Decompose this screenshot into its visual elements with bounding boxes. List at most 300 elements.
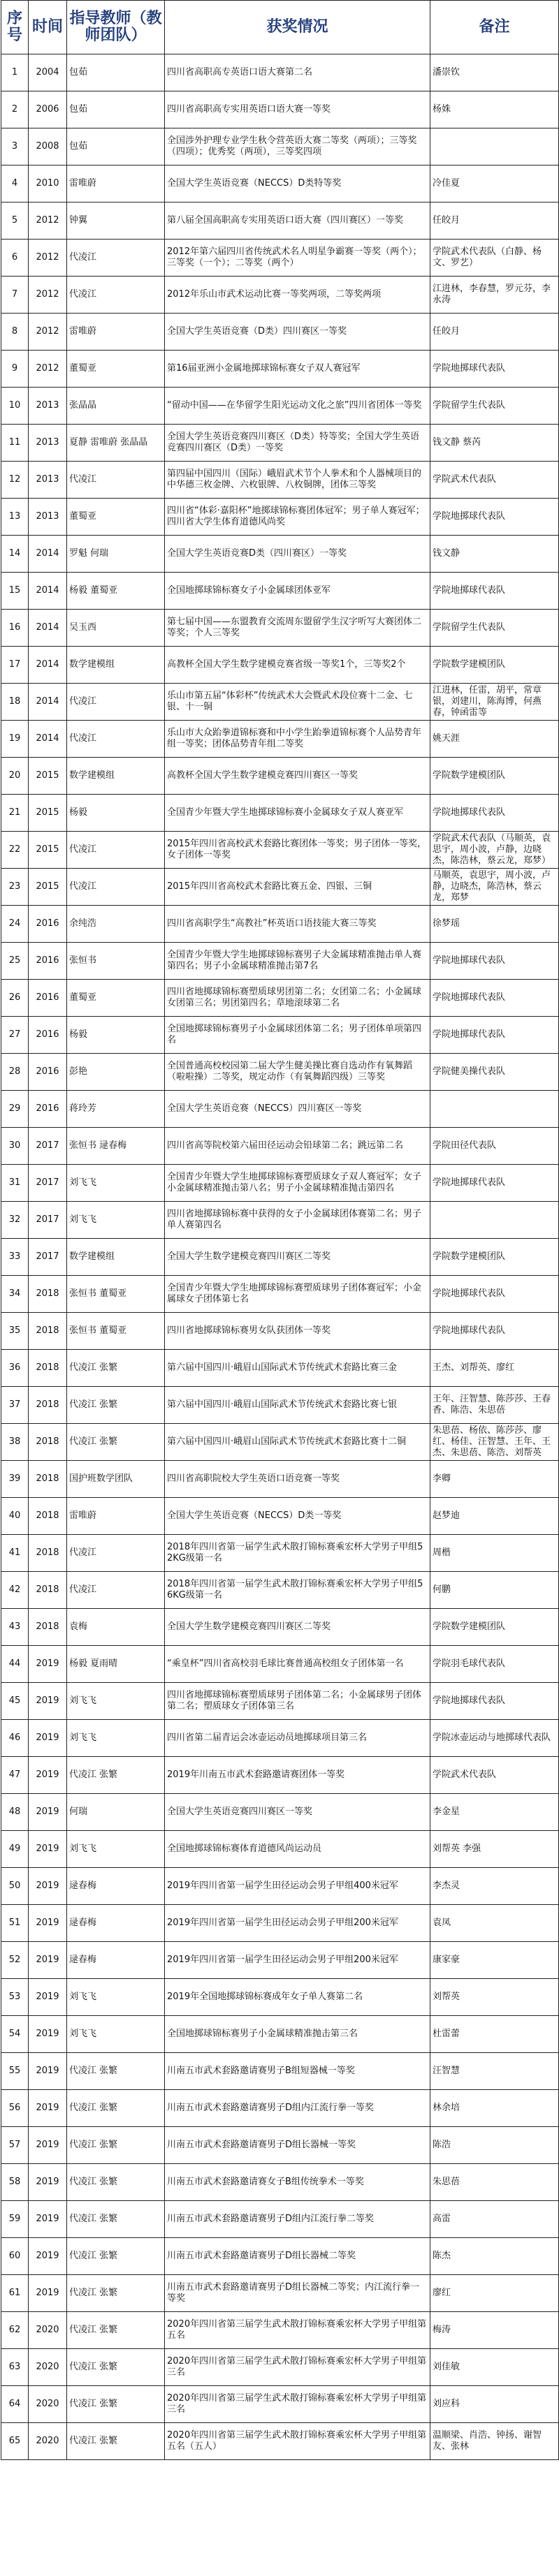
table-row [1,277,559,314]
row-year: 2019 [29,1831,67,1868]
row-award: 全国地掷球锦标赛男子小金属球精准抛击第三名 [165,2016,430,2053]
row-award: 川南五市武术套路邀请赛男子D组内江流行拳二等奖 [165,2201,430,2238]
row-note: 赵梦迪 [430,1498,559,1535]
row-note: 王年、汪智慧、陈莎莎、王春香、陈浩、朱思蓓 [430,1387,559,1424]
table-row [1,2090,559,2127]
row-year: 2019 [29,2238,67,2275]
table-row [1,1387,559,1424]
row-teacher: 余纯浩 [67,906,165,943]
row-teacher: 代凌江 张繁 [67,2127,165,2164]
row-award: 2020年四川省第三届学生武术散打锦标赛乘宏杯大学男子甲组第五名 [165,2312,430,2349]
row-award: 川南五市武术套路邀请赛男子D组长器械二等奖；内江流行拳一等奖 [165,2275,430,2312]
row-index: 61 [1,2275,29,2312]
row-teacher: 代凌江 [67,277,165,314]
row-note: 学院地掷球代表队 [430,795,559,832]
row-teacher: 董蜀亚 [67,499,165,536]
row-index: 12 [1,462,29,499]
row-award: 全国大学生英语竞赛（NECCS）D类一等奖 [165,1498,430,1535]
table-row [1,869,559,906]
row-year: 2016 [29,1017,67,1054]
row-year: 2019 [29,1868,67,1905]
row-index: 50 [1,1868,29,1905]
table-row [1,2423,559,2460]
row-index: 14 [1,536,29,573]
row-index: 16 [1,610,29,647]
row-index: 46 [1,1720,29,1757]
row-index: 21 [1,795,29,832]
row-index: 39 [1,1461,29,1498]
row-index: 54 [1,2016,29,2053]
table-row [1,1720,559,1757]
row-teacher: 包茹 [67,128,165,165]
row-teacher: 代凌江 张繁 [67,1424,165,1461]
row-index: 45 [1,1683,29,1720]
row-note: 学院地掷球代表队 [430,980,559,1017]
awards-table [1,0,559,2460]
row-index: 43 [1,1609,29,1646]
row-note: 学院数学建模团队 [430,1609,559,1646]
row-index: 62 [1,2312,29,2349]
row-teacher: 雷唯蔚 [67,314,165,351]
row-award: “留动中国——在华留学生阳光运动文化之旅”四川省团体一等奖 [165,388,430,425]
row-note: 任皎月 [430,314,559,351]
row-year: 2018 [29,1313,67,1350]
row-note: 钱文静 蔡芮 [430,425,559,462]
row-award: 四川省高职院校大学生英语口语竞赛一等奖 [165,1461,430,1498]
row-award: 全国大学生英语竞赛四川赛区（D类）特等奖；全国大学生英语竞赛四川赛区（D类）一等奖 [165,425,430,462]
row-year: 2020 [29,2386,67,2423]
table-row [1,2201,559,2238]
row-teacher: 刘飞飞 [67,2016,165,2053]
row-award: 全国大学生英语竞赛（NECCS）四川赛区一等奖 [165,1091,430,1128]
table-row [1,980,559,1017]
table-row [1,1609,559,1646]
row-index: 7 [1,277,29,314]
row-note [430,1091,559,1128]
row-index: 1 [1,54,29,91]
row-teacher: 包茹 [67,91,165,128]
row-note: 廖红 [430,2275,559,2312]
row-year: 2020 [29,2349,67,2386]
row-year: 2018 [29,1276,67,1313]
row-award: “乘皇杯”四川省高校羽毛球比赛普通高校组女子团体第一名 [165,1646,430,1683]
table-row [1,1017,559,1054]
row-teacher: 何瑞 [67,1794,165,1831]
row-index: 27 [1,1017,29,1054]
row-note: 学院留学生代表队 [430,388,559,425]
row-year: 2019 [29,1720,67,1757]
row-index: 37 [1,1387,29,1424]
row-award: 四川省第二届青运会冰壶运动员地掷球项目第三名 [165,1720,430,1757]
row-year: 2014 [29,536,67,573]
row-note: 梅涛 [430,2312,559,2349]
row-year: 2006 [29,91,67,128]
row-note: 钱文静 [430,536,559,573]
row-year: 2019 [29,1757,67,1794]
row-note: 潘崇钦 [430,54,559,91]
row-teacher: 董蜀亚 [67,351,165,388]
table-row [1,943,559,980]
row-note: 学院地掷球代表队 [430,351,559,388]
table-row [1,2349,559,2386]
row-index: 15 [1,573,29,610]
row-teacher: 代凌江 张繁 [67,2053,165,2090]
row-teacher: 钟翼 [67,203,165,240]
row-award: 2019年四川省第一届学生田径运动会男子甲组400米冠军 [165,1868,430,1905]
row-award: 全国大学生数学建模竞赛四川赛区二等奖 [165,1239,430,1276]
row-award: 川南五市武术套路邀请赛男子D组长器械二等奖 [165,2238,430,2275]
row-award: 乐山市大众跆拳道锦标赛和中小学生跆拳道锦标赛个人品势青年组一等奖；团体品势青年组二等奖 [165,721,430,758]
row-index: 49 [1,1831,29,1868]
row-teacher: 代凌江 张繁 [67,2312,165,2349]
row-year: 2019 [29,2016,67,2053]
table-row [1,1054,559,1091]
table-row [1,388,559,425]
row-award: 全国青少年暨大学生地掷球锦标赛男子大金属球精准抛击单人赛第四名；男子小金属球精准抛击第7名 [165,943,430,980]
row-note: 汪智慧 [430,2053,559,2090]
row-index: 55 [1,2053,29,2090]
row-index: 52 [1,1942,29,1979]
row-index: 64 [1,2386,29,2423]
row-index: 58 [1,2164,29,2201]
row-award: 全国大学生英语竞赛D类（四川赛区）一等奖 [165,536,430,573]
row-year: 2019 [29,1683,67,1720]
row-year: 2018 [29,1609,67,1646]
row-award: 第七届中国——东盟教育交流周东盟留学生汉字听写大赛团体二等奖；个人三等奖 [165,610,430,647]
row-year: 2018 [29,1572,67,1609]
row-award: 2012年乐山市武术运动比赛一等奖两项，二等奖两项 [165,277,430,314]
row-year: 2019 [29,2164,67,2201]
row-year: 2008 [29,128,67,165]
row-index: 44 [1,1646,29,1683]
row-year: 2010 [29,165,67,203]
row-year: 2018 [29,1387,67,1424]
table-row [1,832,559,869]
table-row [1,1646,559,1683]
row-note: 温顺梁、肖浩、钟扬、谢智友、张林 [430,2423,559,2460]
row-index: 32 [1,1202,29,1239]
table-row [1,1831,559,1868]
row-award: 第六届中国四川·峨眉山国际武术节传统武术套路比赛十二铜 [165,1424,430,1461]
row-teacher: 代凌江 张繁 [67,2201,165,2238]
row-note: 江进林，李春慧，罗元芬，李永涛 [430,277,559,314]
table-row [1,536,559,573]
row-year: 2014 [29,684,67,721]
row-note: 陈杰 [430,2238,559,2275]
row-teacher: 逯春梅 [67,1942,165,1979]
row-award: 2015年四川省高校武术套路比赛团体一等奖；男子团体一等奖，女子团体一等奖 [165,832,430,869]
table-row [1,1461,559,1498]
row-teacher: 杨毅 [67,1017,165,1054]
row-award: 川南五市武术套路邀请赛男子D组长器械一等奖 [165,2127,430,2164]
header-note: 备注 [430,1,559,54]
row-note: 李杰灵 [430,1868,559,1905]
row-award: 2019年四川省第一届学生田径运动会男子甲组200米冠军 [165,1942,430,1979]
row-award: 四川省地掷球锦标赛男女队获团体一等奖 [165,1313,430,1350]
row-year: 2020 [29,2423,67,2460]
row-award: 全国青少年暨大学生地掷球锦标赛小金属球女子双人赛亚军 [165,795,430,832]
row-teacher: 代凌江 张繁 [67,1757,165,1794]
header-teacher: 指导教师（教师团队） [67,1,165,54]
row-note: 学院健美操代表队 [430,1054,559,1091]
row-award: 全国普通高校校园第二届大学生健美操比赛自选动作有氧舞蹈（啦啦操）二等奖，规定动作（有氧舞蹈四级）三等奖 [165,1054,430,1091]
row-index: 17 [1,647,29,684]
row-note: 杜雷蕾 [430,2016,559,2053]
table-row [1,1313,559,1350]
row-award: 第八届全国高职高专实用英语口语大赛（四川赛区）一等奖 [165,203,430,240]
row-award: 2020年四川省第三届学生武术散打锦标赛乘宏杯大学男子甲组第三名 [165,2349,430,2386]
row-note: 杨姝 [430,91,559,128]
row-note: 学院羽毛球代表队 [430,1646,559,1683]
row-award: 高教杯全国大学生数学建模竞赛四川赛区一等奖 [165,758,430,795]
row-award: 四川省高职学生“高教社”杯英语口语技能大赛三等奖 [165,906,430,943]
row-teacher: 国护班数学团队 [67,1461,165,1498]
row-teacher: 彭艳 [67,1054,165,1091]
row-award: 四川省地掷球锦标赛塑质球男团第二名；女团第二名；小金属球女团第三名；男团第四名；草地滚球第二名 [165,980,430,1017]
row-note: 学院武术代表队（白静、杨文、罗艺） [430,240,559,277]
row-note: 学院地掷球代表队 [430,1313,559,1350]
row-year: 2014 [29,610,67,647]
row-note: 学院武术代表队（马顺英，袁思宇，周小波，卢静，边晓杰，陈浩林，蔡云龙，郑梦） [430,832,559,869]
row-note: 周楷 [430,1535,559,1572]
row-note: 学院武术代表队 [430,462,559,499]
row-year: 2012 [29,277,67,314]
row-teacher: 逯春梅 [67,1868,165,1905]
row-teacher: 蒋玲芳 [67,1091,165,1128]
row-teacher: 代凌江 张繁 [67,2275,165,2312]
row-index: 4 [1,165,29,203]
row-index: 40 [1,1498,29,1535]
row-teacher: 数学建模组 [67,758,165,795]
table-row [1,1905,559,1942]
row-note: 学院地掷球代表队 [430,1683,559,1720]
row-year: 2019 [29,2053,67,2090]
row-teacher: 包茹 [67,54,165,91]
row-award: 2018年四川省第一届学生武术散打锦标赛乘宏杯大学男子甲组56KG级第一名 [165,1572,430,1609]
table-row [1,1350,559,1387]
row-year: 2014 [29,721,67,758]
row-index: 48 [1,1794,29,1831]
row-note: 刘应科 [430,2386,559,2423]
row-year: 2019 [29,2275,67,2312]
row-index: 41 [1,1535,29,1572]
row-year: 2019 [29,2090,67,2127]
row-note: 马顺英，袁思宇，周小波，卢静，边晓杰，陈浩林，蔡云龙，郑梦 [430,869,559,906]
row-year: 2019 [29,1905,67,1942]
table-row [1,721,559,758]
row-note: 任皎月 [430,203,559,240]
row-award: 第16届亚洲小金属地掷球锦标赛女子双人赛冠军 [165,351,430,388]
row-index: 25 [1,943,29,980]
header-index: 序号 [1,1,29,54]
table-row [1,1165,559,1202]
row-year: 2020 [29,2312,67,2349]
table-row [1,203,559,240]
row-teacher: 刘飞飞 [67,1979,165,2016]
row-award: 2015年四川省高校武术套路比赛五金、四银、三铜 [165,869,430,906]
row-year: 2015 [29,795,67,832]
row-teacher: 杨毅 夏雨晴 [67,1646,165,1683]
row-year: 2016 [29,1091,67,1128]
row-year: 2017 [29,1239,67,1276]
row-note: 学院田径代表队 [430,1128,559,1165]
row-teacher: 刘飞飞 [67,1683,165,1720]
row-year: 2016 [29,1054,67,1091]
table-row [1,91,559,128]
row-index: 57 [1,2127,29,2164]
row-award: 2019年全国地掷球锦标赛成年女子单人赛第二名 [165,1979,430,2016]
row-award: 川南五市武术套路邀请赛男子D组内江流行拳一等奖 [165,2090,430,2127]
table-row [1,1091,559,1128]
row-index: 34 [1,1276,29,1313]
row-teacher: 代凌江 张繁 [67,2238,165,2275]
row-award: 全国大学生英语竞赛四川赛区一等奖 [165,1794,430,1831]
table-row [1,1239,559,1276]
row-award: 2019年川南五市武术套路邀请赛团体一等奖 [165,1757,430,1794]
row-note [430,128,559,165]
row-note: 李金星 [430,1794,559,1831]
table-row [1,573,559,610]
row-year: 2014 [29,647,67,684]
row-note: 徐梦瑶 [430,906,559,943]
row-year: 2018 [29,1350,67,1387]
row-teacher: 罗魁 何瑞 [67,536,165,573]
row-teacher: 杨毅 [67,795,165,832]
row-award: 川南五市武术套路邀请赛女子B组传统拳术一等奖 [165,2164,430,2201]
row-note: 刘佳敏 [430,2349,559,2386]
row-note: 学院冰壶运动与地掷球代表队 [430,1720,559,1757]
row-teacher: 代凌江 张繁 [67,1387,165,1424]
row-index: 23 [1,869,29,906]
table-row [1,795,559,832]
table-row [1,647,559,684]
table-row [1,758,559,795]
row-year: 2017 [29,1165,67,1202]
row-year: 2012 [29,203,67,240]
row-year: 2012 [29,240,67,277]
row-note: 学院武术代表队 [430,1757,559,1794]
row-note: 学院地掷球代表队 [430,1165,559,1202]
row-teacher: 杨毅 董蜀亚 [67,573,165,610]
row-award: 高教杯全国大学生数学建模竞赛省级一等奖1个，三等奖2个 [165,647,430,684]
row-year: 2015 [29,869,67,906]
row-teacher: 代凌江 [67,1572,165,1609]
row-teacher: 董蜀亚 [67,980,165,1017]
row-index: 65 [1,2423,29,2460]
row-award: 第六届中国四川·峨眉山国际武术节传统武术套路比赛七银 [165,1387,430,1424]
row-year: 2017 [29,1202,67,1239]
table-row [1,1942,559,1979]
row-teacher: 代凌江 张繁 [67,2349,165,2386]
row-teacher: 张恒书 董蜀亚 [67,1313,165,1350]
row-note: 陈浩 [430,2127,559,2164]
row-award: 全国大学生英语竞赛（D类）四川赛区一等奖 [165,314,430,351]
row-award: 乐山市第五届“体彩杯”传统武术大会暨武术段位赛十二金、七银、十一铜 [165,684,430,721]
row-year: 2014 [29,573,67,610]
row-teacher: 雷唯蔚 [67,1498,165,1535]
row-award: 第四届中国四川（国际）峨眉武术节个人拳术和个人器械项目的中华德三枚金牌、六枚银牌、八枚铜牌，团体三等奖 [165,462,430,499]
row-index: 35 [1,1313,29,1350]
row-year: 2019 [29,1942,67,1979]
row-year: 2018 [29,1461,67,1498]
row-award: 川南五市武术套路邀请赛男子B组短器械一等奖 [165,2053,430,2090]
row-teacher: 刘飞飞 [67,1165,165,1202]
table-row [1,425,559,462]
row-index: 33 [1,1239,29,1276]
table-row [1,462,559,499]
row-note: 学院地掷球代表队 [430,943,559,980]
table-row [1,906,559,943]
row-award: 四川省高等院校第六届田径运动会铅球第二名；跳远第二名 [165,1128,430,1165]
table-row [1,2312,559,2349]
row-index: 38 [1,1424,29,1461]
row-note: 学院地掷球代表队 [430,499,559,536]
row-award: 2020年四川省第三届学生武术散打锦标赛乘宏杯大学男子甲组第五名（五人） [165,2423,430,2460]
row-teacher: 张恒书 董蜀亚 [67,1276,165,1313]
header-year: 时间 [29,1,67,54]
row-award: 2020年四川省第三届学生武术散打锦标赛乘宏杯大学男子甲组第三名 [165,2386,430,2423]
row-year: 2013 [29,499,67,536]
row-award: 全国大学生英语竞赛（NECCS）D类特等奖 [165,165,430,203]
row-note: 刘帮英 李强 [430,1831,559,1868]
row-year: 2018 [29,1498,67,1535]
row-teacher: 代凌江 [67,869,165,906]
table-row [1,2016,559,2053]
row-year: 2013 [29,425,67,462]
row-year: 2018 [29,1424,67,1461]
row-year: 2004 [29,54,67,91]
row-award: 2019年四川省第一届学生田径运动会男子甲组200米冠军 [165,1905,430,1942]
row-year: 2012 [29,314,67,351]
row-index: 47 [1,1757,29,1794]
row-award: 2018年四川省第一届学生武术散打锦标赛乘宏杯大学男子甲组52KG级第一名 [165,1535,430,1572]
table-row [1,1794,559,1831]
row-year: 2016 [29,943,67,980]
row-award: 四川省地掷球锦标赛中获得的女子小金属球团体赛第二名；男子单人赛第四名 [165,1202,430,1239]
row-index: 3 [1,128,29,165]
row-index: 24 [1,906,29,943]
row-index: 5 [1,203,29,240]
row-index: 20 [1,758,29,795]
row-index: 26 [1,980,29,1017]
row-index: 53 [1,1979,29,2016]
row-year: 2017 [29,1128,67,1165]
table-row [1,1868,559,1905]
row-award: 四川省“体彩·嘉阳杯”地掷球锦标赛团体冠军；男子单人赛冠军；四川省大学生体育道德风尚奖 [165,499,430,536]
row-award: 四川省高职高专实用英语口语大赛一等奖 [165,91,430,128]
row-award: 全国青少年暨大学生地掷球锦标赛塑质球女子双人赛冠军；女子小金属球精准抛击第八名；男子小金属球精准抛击第四名 [165,1165,430,1202]
table-row [1,499,559,536]
row-teacher: 刘飞飞 [67,1720,165,1757]
table-row [1,610,559,647]
row-award: 全国地掷球锦标赛女子小金属球团体亚军 [165,573,430,610]
row-award: 四川省地掷球锦标赛塑质球男子团体第二名；小金属球男子团体第二名；塑质球女子团体第三名 [165,1683,430,1720]
row-year: 2015 [29,832,67,869]
table-row [1,2238,559,2275]
row-note: 学院数学建模团队 [430,1239,559,1276]
row-index: 19 [1,721,29,758]
row-year: 2013 [29,462,67,499]
row-index: 36 [1,1350,29,1387]
row-note: 学院数学建模团队 [430,758,559,795]
table-row [1,2275,559,2312]
row-teacher: 代凌江 [67,721,165,758]
row-note: 康家豪 [430,1942,559,1979]
row-year: 2019 [29,2127,67,2164]
row-year: 2012 [29,351,67,388]
table-row [1,54,559,91]
row-index: 30 [1,1128,29,1165]
